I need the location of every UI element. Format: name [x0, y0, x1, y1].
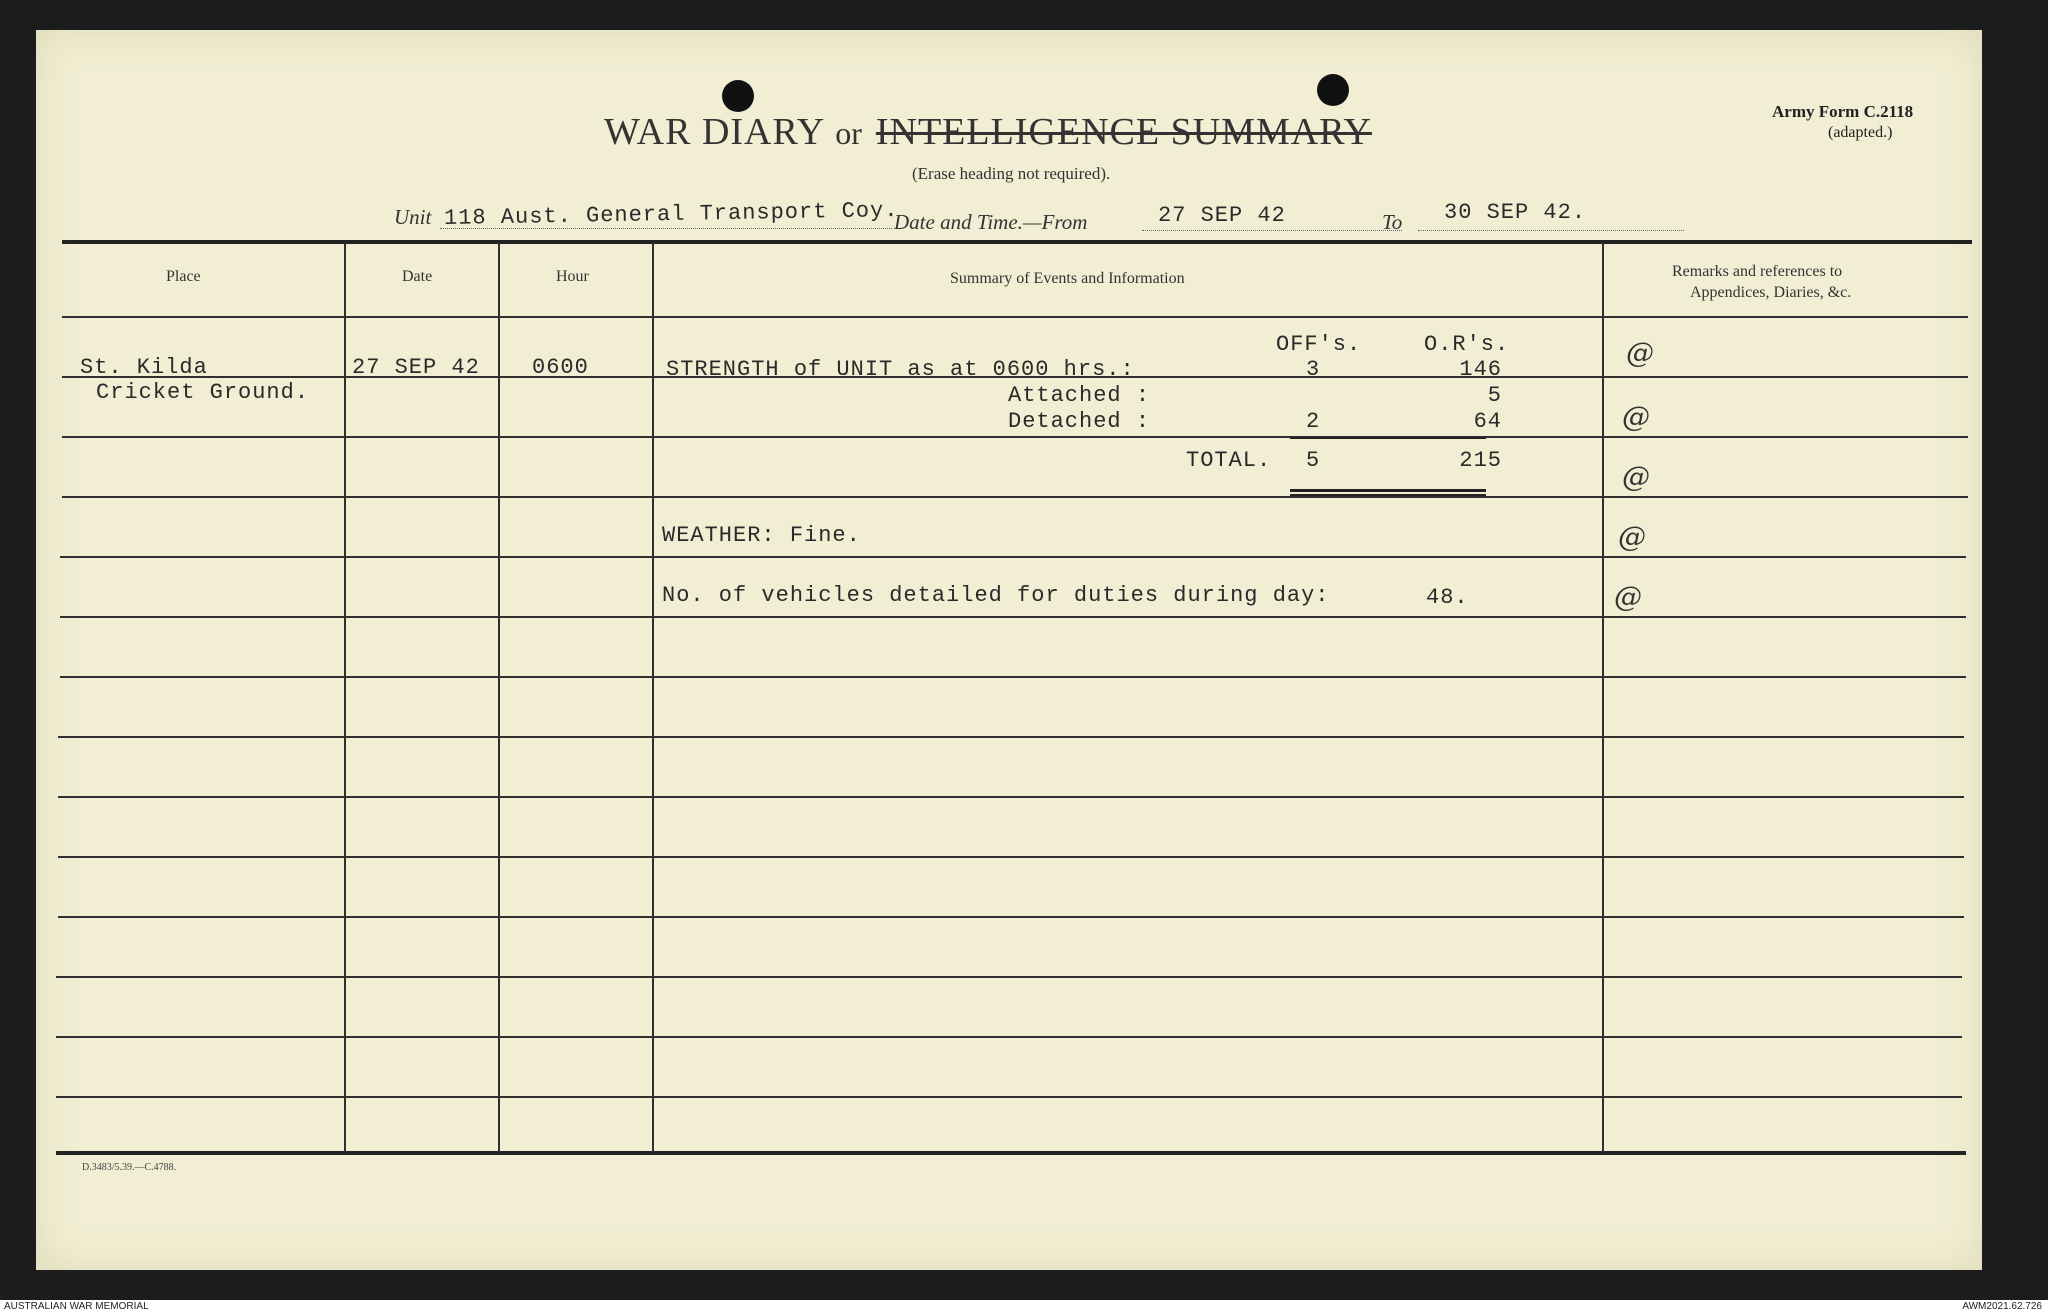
- total-ors: 215: [1459, 448, 1502, 473]
- from-dotted-line: [1142, 230, 1402, 231]
- total-rule-bottom-1: [1290, 489, 1486, 492]
- ruled-line: [56, 976, 1962, 978]
- divider-place-date: [344, 242, 346, 1152]
- entry-hour: 0600: [532, 355, 589, 380]
- ruled-line: [62, 436, 1968, 438]
- to-label: To: [1382, 210, 1403, 234]
- weather-entry: WEATHER: Fine.: [662, 523, 861, 548]
- total-rule-bottom-2: [1290, 494, 1486, 496]
- title-or: or: [835, 115, 862, 151]
- ruled-line: [56, 1096, 1962, 1098]
- col-header-remarks-line2: Appendices, Diaries, &c.: [1690, 284, 1852, 301]
- form-code: D.3483/5.39.—C.4788.: [82, 1162, 177, 1173]
- table-top-border: [62, 240, 1972, 244]
- ruled-line: [58, 736, 1964, 738]
- table-bottom-border: [56, 1151, 1966, 1155]
- detached-offs: 2: [1306, 409, 1321, 434]
- ruled-line: [58, 916, 1964, 918]
- strength-label: STRENGTH of UNIT as at 0600 hrs.:: [666, 357, 1135, 382]
- entry-place-line1: St. Kilda: [80, 355, 208, 380]
- ruled-line: [60, 616, 1966, 618]
- unit-dotted-line: [440, 228, 892, 229]
- strength-ors: 146: [1459, 357, 1502, 382]
- punch-hole-right: [1317, 74, 1349, 106]
- war-diary-page: [36, 30, 1982, 1270]
- army-form-sub: (adapted.): [1828, 124, 1893, 141]
- remarks-mark: @: [1622, 460, 1650, 493]
- vehicles-count: 48.: [1426, 585, 1469, 610]
- unit-label: Unit: [394, 205, 432, 229]
- to-value: 30 SEP 42.: [1444, 200, 1587, 225]
- remarks-mark: @: [1626, 336, 1654, 369]
- ruled-line: [62, 496, 1968, 498]
- offs-header: OFF's.: [1276, 332, 1362, 357]
- archive-reference: AWM2021.62.726: [1962, 1301, 2042, 1312]
- detached-label: Detached :: [1008, 409, 1151, 434]
- archive-name: AUSTRALIAN WAR MEMORIAL: [4, 1301, 149, 1312]
- attached-ors: 5: [1487, 383, 1502, 408]
- vehicles-entry: No. of vehicles detailed for duties during day:: [662, 583, 1330, 608]
- entry-date: 27 SEP 42: [352, 355, 480, 380]
- divider-summary-remarks: [1602, 242, 1604, 1152]
- detached-ors: 64: [1473, 409, 1502, 434]
- ruled-line: [58, 856, 1964, 858]
- col-header-date: Date: [402, 268, 433, 285]
- divider-date-hour: [498, 242, 500, 1152]
- ruled-line: [56, 1036, 1962, 1038]
- remarks-mark: @: [1618, 520, 1646, 553]
- col-header-place: Place: [166, 268, 201, 285]
- remarks-mark: @: [1622, 400, 1650, 433]
- col-header-remarks-line1: Remarks and references to: [1672, 263, 1843, 280]
- total-rule-top: [1290, 437, 1486, 439]
- attached-label: Attached :: [1008, 383, 1151, 408]
- from-value: 27 SEP 42: [1158, 203, 1286, 228]
- army-form-label: Army Form C.2118: [1772, 102, 1914, 121]
- page-title: [604, 110, 1372, 154]
- remarks-mark: @: [1614, 580, 1642, 613]
- title-struck-intelligence-summary: INTELLIGENCE SUMMARY: [875, 111, 1372, 153]
- total-label: TOTAL.: [1186, 448, 1272, 473]
- entry-place-line2: Cricket Ground.: [96, 380, 310, 405]
- punch-hole-left: [722, 80, 754, 112]
- divider-hour-summary: [652, 242, 654, 1152]
- erase-note: (Erase heading not required).: [912, 164, 1111, 183]
- strength-offs: 3: [1306, 357, 1321, 382]
- header-row-line: [62, 316, 1968, 318]
- unit-value: 118 Aust. General Transport Coy.: [443, 198, 899, 231]
- title-war-diary: WAR DIARY: [604, 111, 826, 153]
- ruled-line: [60, 676, 1966, 678]
- col-header-summary: Summary of Events and Information: [950, 270, 1185, 287]
- ors-header: O.R's.: [1424, 332, 1510, 357]
- col-header-hour: Hour: [556, 268, 589, 285]
- ruled-line: [60, 556, 1966, 558]
- to-dotted-line: [1418, 230, 1684, 231]
- total-offs: 5: [1306, 448, 1321, 473]
- archive-footer: [0, 1300, 2048, 1314]
- ruled-line: [58, 796, 1964, 798]
- date-time-label: Date and Time.—From: [894, 210, 1088, 234]
